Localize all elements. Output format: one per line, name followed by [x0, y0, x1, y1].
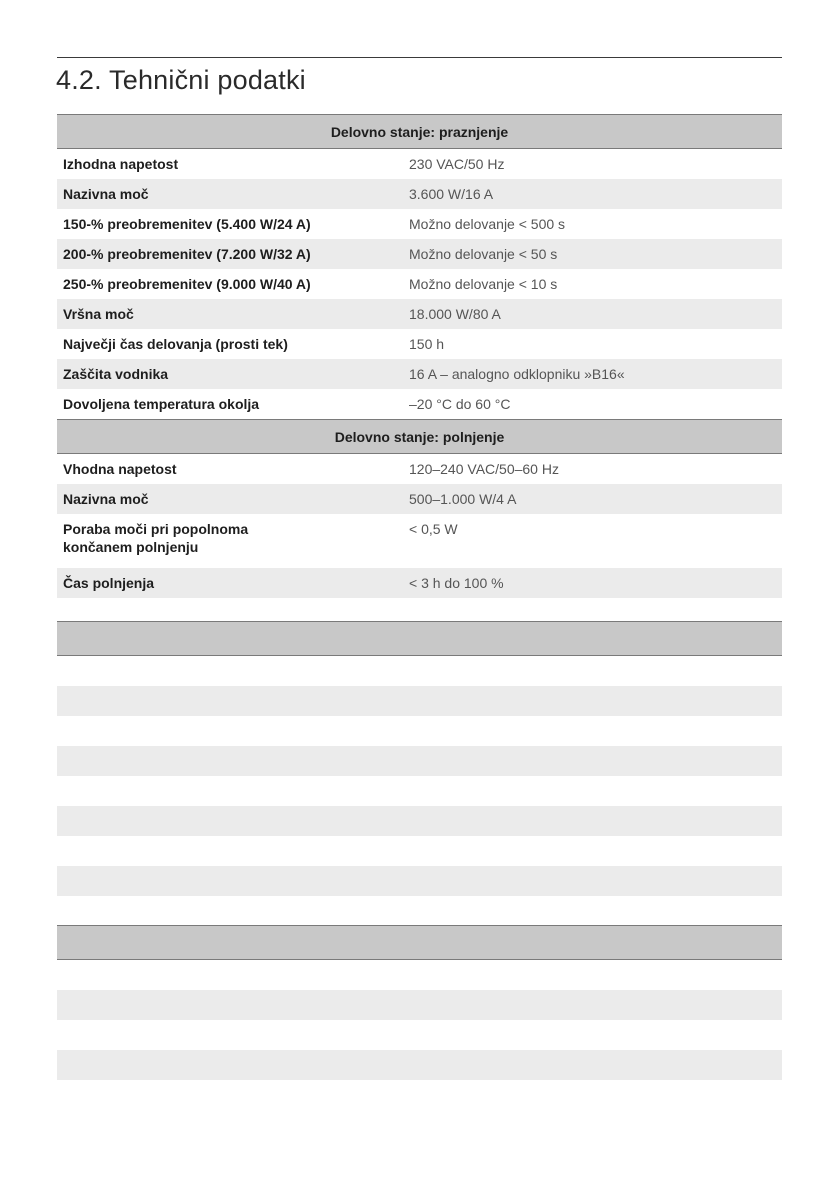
empty-row — [57, 990, 782, 1020]
table-row — [57, 514, 782, 568]
empty-row — [57, 960, 782, 991]
table-row — [57, 389, 782, 420]
row-value: 150 h — [409, 336, 445, 352]
table-row — [57, 359, 782, 389]
section-title: Delovno stanje: praznjenje — [57, 115, 782, 149]
empty-table — [57, 925, 782, 1080]
empty-row — [57, 1020, 782, 1050]
table-row — [57, 568, 782, 598]
empty-row — [57, 836, 782, 866]
empty-section-header — [57, 926, 782, 960]
row-value: –20 °C do 60 °C — [409, 396, 511, 412]
empty-row — [57, 746, 782, 776]
row-label: Dovoljena temperatura okolja — [63, 396, 260, 412]
row-label: Čas polnjenja — [57, 568, 403, 598]
empty-table — [57, 621, 782, 926]
empty-row — [57, 1050, 782, 1080]
row-label: 200-% preobremenitev (7.200 W/32 A) — [57, 239, 403, 269]
row-value: 3.600 W/16 A — [403, 179, 782, 209]
row-label: Največji čas delovanja (prosti tek) — [63, 336, 288, 352]
row-value: Možno delovanje < 10 s — [409, 276, 558, 292]
row-label: Nazivna moč — [57, 484, 403, 514]
row-label — [57, 514, 403, 568]
spec-table — [57, 114, 782, 598]
empty-row — [57, 656, 782, 687]
row-value: < 3 h do 100 % — [403, 568, 782, 598]
table-row — [57, 209, 782, 239]
table-row — [57, 484, 782, 514]
empty-section-header — [57, 622, 782, 656]
row-label: 150-% preobremenitev (5.400 W/24 A) — [63, 216, 311, 232]
table-row — [57, 149, 782, 180]
empty-row — [57, 686, 782, 716]
table-row — [57, 299, 782, 329]
page-title: 4.2. Tehnični podatki — [56, 65, 306, 95]
top-rule — [57, 57, 782, 58]
empty-row — [57, 806, 782, 836]
row-value: 120–240 VAC/50–60 Hz — [409, 461, 559, 477]
empty-row — [57, 896, 782, 926]
table-row — [57, 454, 782, 485]
row-label-line: Poraba moči pri popolnoma — [63, 521, 249, 537]
table-row — [57, 329, 782, 359]
row-label: Nazivna moč — [57, 179, 403, 209]
row-label: 250-% preobremenitev (9.000 W/40 A) — [63, 276, 311, 292]
section-header-discharge — [57, 115, 782, 149]
row-value: Možno delovanje < 50 s — [403, 239, 782, 269]
row-label: Vršna moč — [57, 299, 403, 329]
section-header-charging — [57, 420, 782, 454]
table-row — [57, 179, 782, 209]
table-row — [57, 239, 782, 269]
row-value: 16 A – analogno odklopniku »B16« — [403, 359, 782, 389]
section-title: Delovno stanje: polnjenje — [57, 420, 782, 454]
empty-row — [57, 866, 782, 896]
row-value: 500–1.000 W/4 A — [403, 484, 782, 514]
empty-row — [57, 776, 782, 806]
row-value: Možno delovanje < 500 s — [409, 216, 566, 232]
row-value: < 0,5 W — [409, 521, 458, 537]
row-value: 18.000 W/80 A — [403, 299, 782, 329]
table-row — [57, 269, 782, 299]
row-value: 230 VAC/50 Hz — [409, 156, 505, 172]
row-label: Vhodna napetost — [63, 461, 177, 477]
empty-row — [57, 716, 782, 746]
row-label: Zaščita vodnika — [57, 359, 403, 389]
row-label-line: končanem polnjenju — [63, 539, 199, 555]
row-label: Izhodna napetost — [63, 156, 179, 172]
